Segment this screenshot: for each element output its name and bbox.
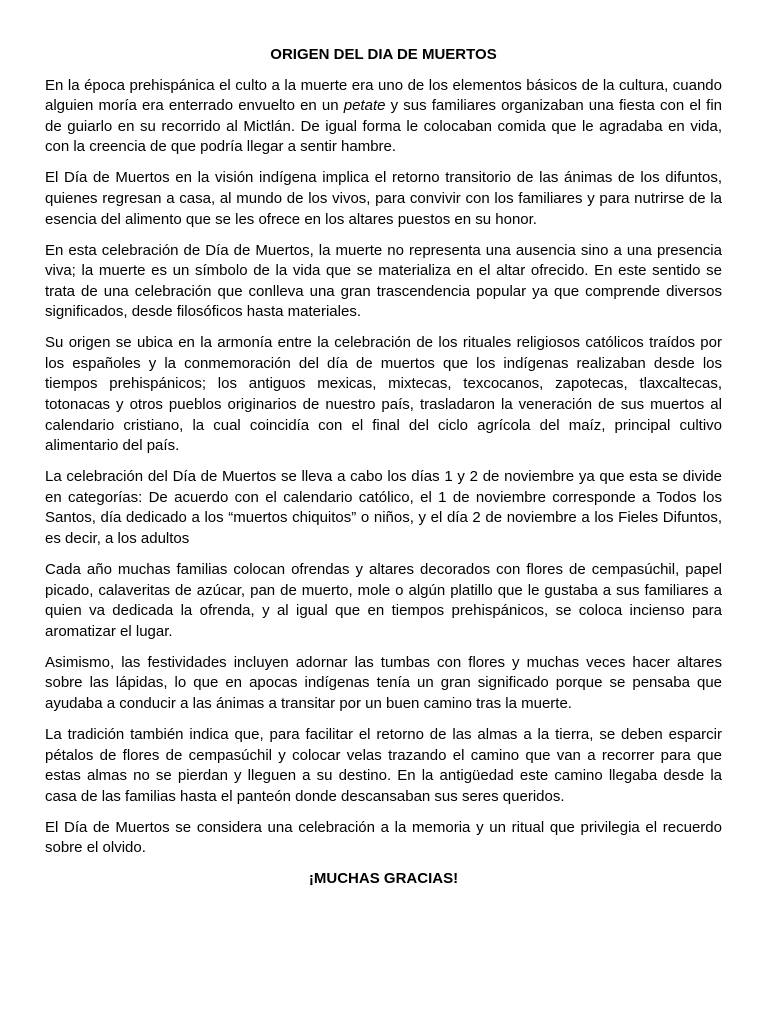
- closing-text: ¡MUCHAS GRACIAS!: [308, 870, 459, 888]
- paragraph-5: La celebración del Día de Muertos se lleva a cabo los días 1 y 2 de noviembre ya que esta se divide en categorías: De acuerdo con el calendario católico, el 1 de noviembre corresponde a Todos los Santos, día dedicado a los “muertos chiquitos” o niños, y el día 2 de noviembre a los Fieles Difuntos, es decir, a los adultos: [45, 468, 722, 548]
- paragraph-4: Su origen se ubica en la armonía entre la celebración de los rituales religiosos católicos traídos por los españoles y la conmemoración del día de muertos que los indígenas realizaban desde los tiempos prehispánicos; los antiguos mexicas, mixtecas, texcocanos, zapotecas, tlaxcaltecas, totonacas y otros pueblos originarios de nuestro país, trasladaron la veneración de sus muertos al calendario cristiano, la cual coincidía con el final del ciclo agrícola del maíz, principal cultivo alimentario del país.: [45, 334, 722, 455]
- paragraph-1-before: En la época prehispánica el culto a la muerte era uno de los elementos básicos de la cultura, cuando alguien moría era enterrado envuelto en un: [45, 76, 722, 115]
- document-title: ORIGEN DEL DIA DE MUERTOS: [270, 46, 497, 63]
- paragraph-3: En esta celebración de Día de Muertos, la muerte no representa una ausencia sino a una presencia viva; la muerte es un símbolo de la vida que se materializa en el altar ofrecido. En este sentido se trata de una celebración que conlleva una gran trascendencia popular ya que comprende diversos significados, desde filosóficos hasta materiales.: [45, 241, 722, 321]
- paragraph-1: [45, 76, 722, 158]
- paragraph-2: El Día de Muertos en la visión indígena implica el retorno transitorio de las ánimas de los difuntos, quienes regresan a casa, al mundo de los vivos, para convivir con los familiares y para nutrirse de la esencia del alimento que se les ofrece en los altares puestos en su honor.: [45, 169, 722, 228]
- paragraph-6: Cada año muchas familias colocan ofrendas y altares decorados con flores de cempasúchil, papel picado, calaveritas de azúcar, pan de muerto, mole o algún platillo que le gustaba a sus familiares a quien va dedicada la ofrenda, y al igual que en tiempos prehispánicos, se coloca incienso para aromatizar el lugar.: [45, 561, 722, 640]
- paragraph-7: Asimismo, las festividades incluyen adornar las tumbas con flores y muchas veces hacer altares sobre las lápidas, lo que en apocas indígenas tenía un gran significado porque se pensaba que ayudaba a conducir a las ánimas a transitar por un buen camino tras la muerte.: [45, 653, 722, 712]
- paragraph-1-emphasis: petate: [343, 97, 386, 115]
- paragraph-9: El Día de Muertos se considera una celebración a la memoria y un ritual que privilegia el recuerdo sobre el olvido.: [45, 818, 722, 857]
- paragraph-1-after: y sus familiares organizaban una fiesta con el fin de guiarlo en su recorrido al Mictlán. De igual forma le colocaban comida que le agradaba en vida, con la creencia de que podría llegar a sentir hambre.: [45, 97, 722, 156]
- paragraph-8: La tradición también indica que, para facilitar el retorno de las almas a la tierra, se deben esparcir pétalos de flores de cempasúchil y colocar velas trazando el camino que van a recorrer para que estas almas no se pierdan y lleguen a su destino. En la antigüedad este camino llegaba desde la casa de las familias hasta el panteón donde descansaban sus seres queridos.: [45, 725, 722, 805]
